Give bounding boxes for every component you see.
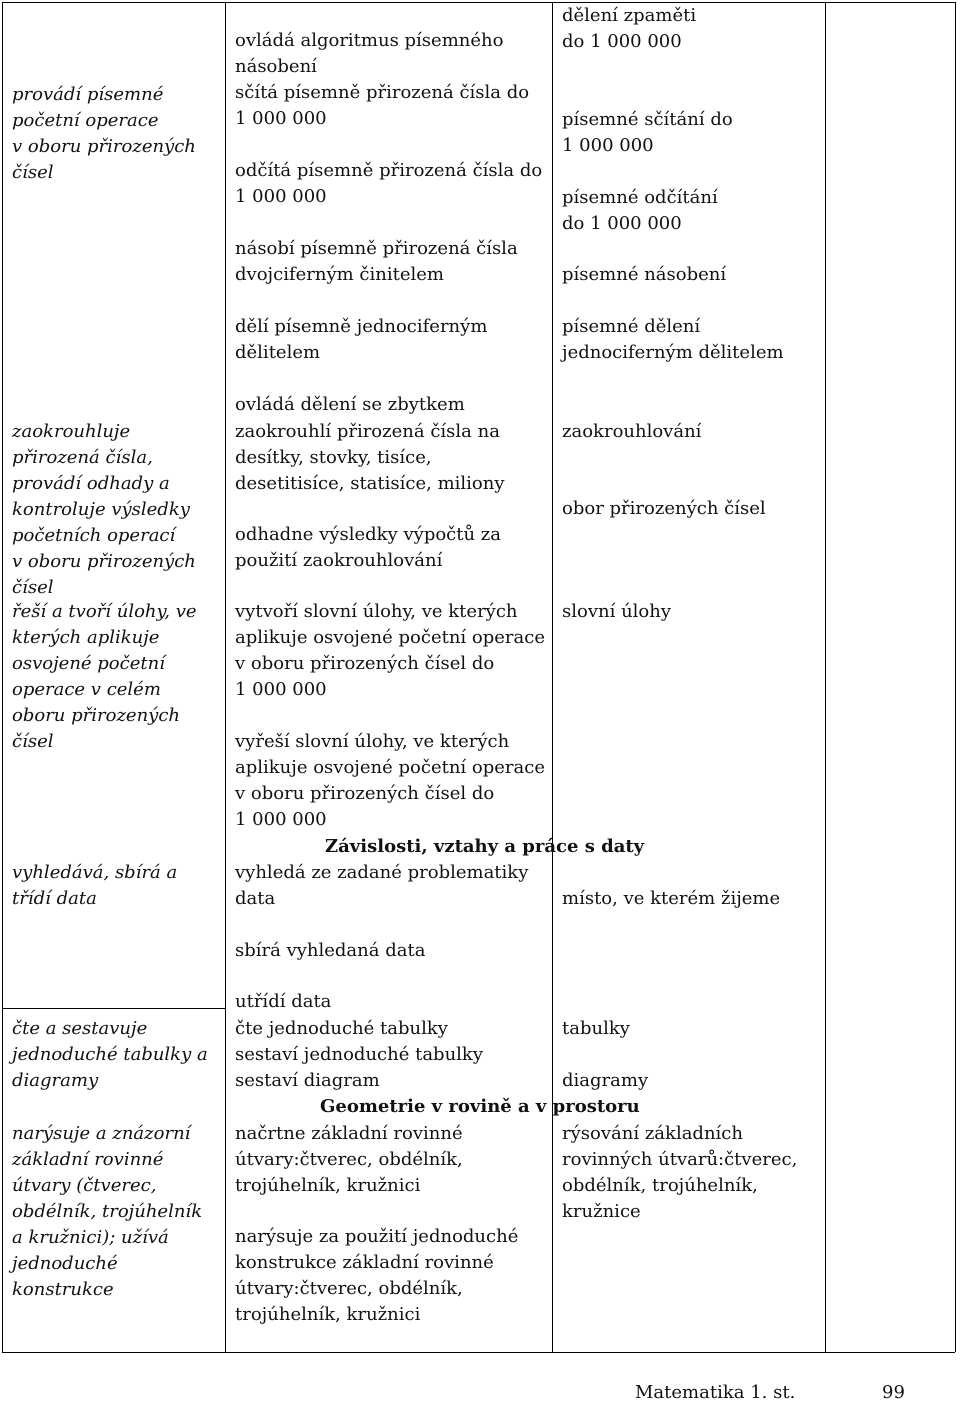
section-title-geometry: Geometrie v rovině a v prostoru (320, 1096, 640, 1117)
skill-tables-diagrams: čte jednoduché tabulky sestaví jednoduché tabulky sestaví diagram (235, 1018, 484, 1091)
topic-rounding: zaokrouhlování (562, 421, 702, 442)
skill-create-word-problems: vytvoří slovní úlohy, ve kterých aplikuje osvojené početní operace v oboru přirozených čísel do 1 000 000 (235, 601, 545, 700)
column-divider-2 (552, 2, 553, 1352)
skill-multiplication-two-digit: násobí písemně přirozená čísla dvojciferným činitelem (235, 238, 518, 285)
skill-solve-word-problems: vyřeší slovní úlohy, ve kterých aplikuje osvojené početní operace v oboru přirozených čísel do 1 000 000 (235, 731, 545, 830)
topic-written-subtraction: písemné odčítání do 1 000 000 (562, 187, 718, 234)
skill-division-one-digit: dělí písemně jednociferným dělitelem (235, 316, 488, 363)
column-divider-3 (825, 2, 826, 1352)
skill-rounding: zaokrouhlí přirozená čísla na desítky, stovky, tisíce, desetitisíce, statisíce, miliony (235, 421, 505, 494)
topic-written-division: písemné dělení jednociferným dělitelem (562, 316, 784, 363)
outcome-rounding: zaokrouhluje přirozená čísla, provádí odhady a kontroluje výsledky početních operací v oboru přirozených čísel (12, 421, 196, 598)
topic-natural-numbers: obor přirozených čísel (562, 498, 766, 519)
topic-word-problems: slovní úlohy (562, 601, 672, 622)
skill-sketch-shapes: načrtne základní rovinné útvary:čtverec, obdélník, trojúhelník, kružnici (235, 1123, 463, 1196)
skill-construct-shapes: narýsuje za použití jednoduché konstrukce základní rovinné útvary:čtverec, obdélník, trojúhelník, kružnici (235, 1226, 519, 1325)
table-border-left (2, 2, 3, 1352)
skill-sort-data: utřídí data (235, 991, 332, 1012)
topic-drawing-shapes: rýsování základních rovinných útvarů:čtverec, obdélník, trojúhelník, kružnice (562, 1123, 798, 1222)
topic-written-addition: písemné sčítání do 1 000 000 (562, 109, 733, 156)
table-border-bottom (2, 1352, 955, 1353)
topic-written-multiplication: písemné násobení (562, 264, 727, 285)
outcome-data: vyhledává, sbírá a třídí data (12, 862, 178, 909)
topic-place-we-live: místo, ve kterém žijeme (562, 888, 781, 909)
section-title-data: Závislosti, vztahy a práce s daty (325, 836, 645, 857)
table-border-right (955, 2, 956, 1352)
outcome-geometry: narýsuje a znázorní základní rovinné útvary (čtverec, obdélník, trojúhelník a kružnici); užívá jednoduché konstrukce (12, 1123, 203, 1300)
footer-subject: Matematika 1. st. (635, 1382, 796, 1403)
outcome-tables: čte a sestavuje jednoduché tabulky a diagramy (12, 1018, 208, 1091)
skill-collect-data: sbírá vyhledaná data (235, 940, 426, 961)
skill-find-data: vyhledá ze zadané problematiky data (235, 862, 529, 909)
outcome-word-problems: řeší a tvoří úlohy, ve kterých aplikuje osvojené početní operace v celém oboru přirozených čísel (12, 601, 197, 752)
skill-multiplication-algorithm: ovládá algoritmus písemného násobení (235, 30, 504, 77)
skill-written-subtraction: odčítá písemně přirozená čísla do 1 000 000 (235, 160, 543, 207)
topic-mental-division: dělení zpaměti do 1 000 000 (562, 5, 697, 52)
skill-written-addition: sčítá písemně přirozená čísla do 1 000 000 (235, 82, 530, 129)
skill-division-remainder: ovládá dělení se zbytkem (235, 394, 465, 415)
skill-estimation: odhadne výsledky výpočtů za použití zaokrouhlování (235, 524, 502, 571)
topic-diagrams: diagramy (562, 1070, 649, 1091)
outcome-written-operations: provádí písemné početní operace v oboru přirozených čísel (12, 84, 196, 183)
footer-page-number: 99 (882, 1382, 905, 1403)
column-divider-1 (225, 2, 226, 1352)
column-1-row-divider (2, 1008, 225, 1009)
topic-tables: tabulky (562, 1018, 630, 1039)
